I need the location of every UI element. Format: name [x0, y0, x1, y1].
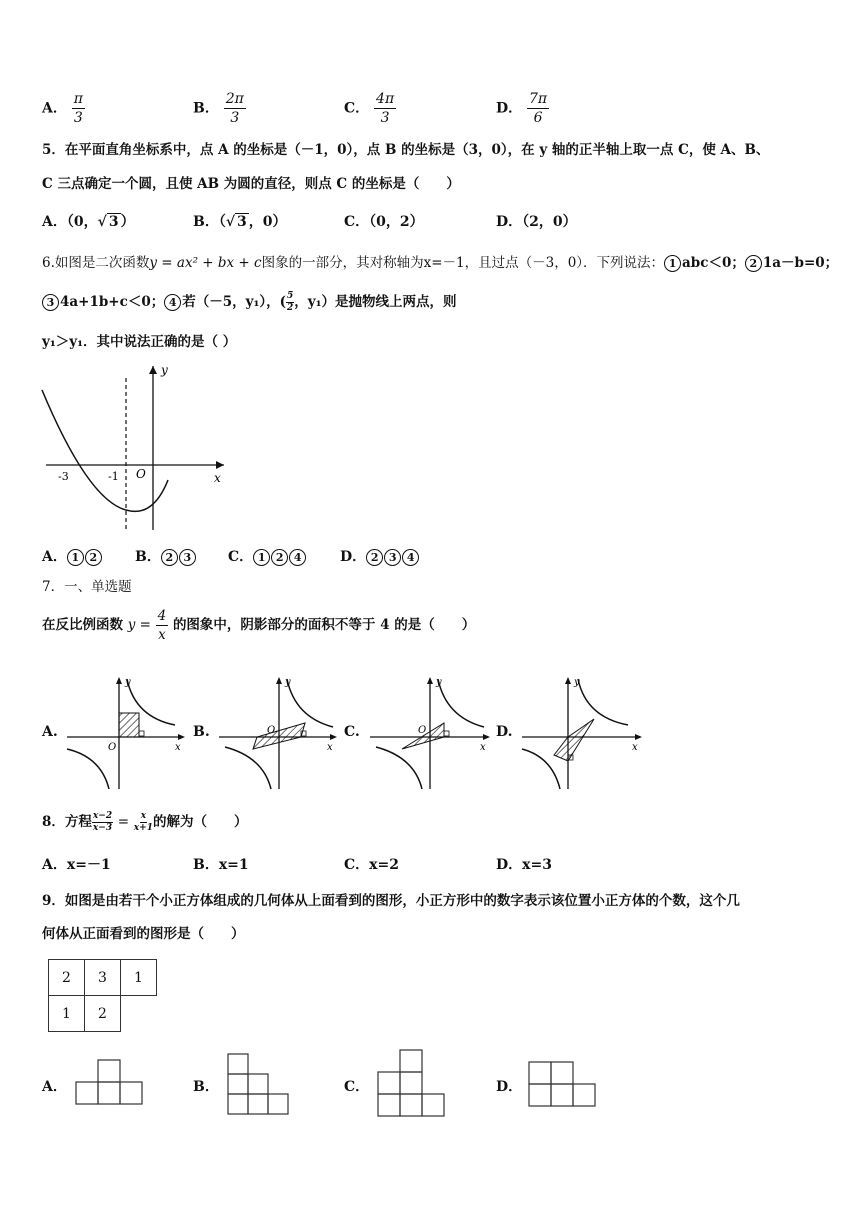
q5-b-post: ，0）: [248, 214, 287, 230]
q4-option-c[interactable]: [344, 90, 396, 127]
q4-d-den: 6: [533, 110, 543, 126]
hyperbola-branch-3: [67, 749, 109, 789]
q7-func-num: 4: [157, 608, 167, 624]
q6-parabola-graph: [38, 360, 238, 535]
q7-header: 7．一、单选题: [42, 579, 132, 595]
y-axis-arrow-icon: [149, 366, 157, 374]
circled-number-icon: 4: [289, 549, 306, 566]
q4-option-d[interactable]: [496, 90, 549, 127]
q8-prefix: 8．方程: [42, 814, 92, 830]
q7-stem: [42, 607, 475, 644]
q7-func-den: x: [158, 627, 166, 643]
grid-cell: 1: [121, 960, 157, 996]
q8-stem: [42, 810, 247, 834]
grid-cell: 3: [85, 960, 121, 996]
q4-option-b-label: B．: [193, 100, 219, 117]
q5-a-pre: A．（0，: [42, 214, 98, 230]
q6-option-d[interactable]: [340, 546, 420, 566]
q6-line2: [42, 290, 457, 314]
q6-line1-b: 图象的一部分，其对称轴为x=－1，且过点（－3，0）．下列说法：: [261, 255, 665, 271]
q9-line2: 何体从正面看到的图形是（ ）: [42, 926, 245, 942]
q8-option-b[interactable]: B．x=1: [193, 857, 249, 873]
q8-lhs-num: x−2: [92, 811, 113, 821]
x-axis-arrow-icon: [178, 734, 185, 740]
axis-x-label: x: [327, 742, 333, 753]
hyperbola-branch-1: [578, 679, 628, 725]
q7-stem-a: 在反比例函数: [42, 617, 123, 633]
x-axis-arrow-icon: [483, 734, 490, 740]
q9-option-b-figure[interactable]: [226, 1052, 292, 1118]
q9-option-d-label[interactable]: D．: [496, 1079, 523, 1095]
q6-function: y = ax² + bx + c: [149, 255, 262, 271]
right-angle-mark: [444, 731, 449, 736]
q7-option-a-graph[interactable]: [63, 673, 193, 791]
y-axis-arrow-icon: [276, 677, 282, 684]
circled-1-icon: 1: [664, 255, 681, 272]
q8-equals: =: [117, 814, 130, 830]
q9-option-a-figure[interactable]: [74, 1058, 146, 1108]
circled-number-icon: 3: [384, 549, 401, 566]
q5-line1: 5．在平面直角坐标系中，点 A 的坐标是（－1，0），点 B 的坐标是（3，0），在 y 轴的正半轴上取一点 C，使 A、B、: [42, 142, 770, 158]
q5-a-post: ）: [120, 214, 135, 230]
q5-option-c[interactable]: C．（0，2）: [344, 214, 424, 230]
parabola-curve: [42, 390, 168, 511]
q8-lhs-den: x−3: [92, 823, 113, 833]
graph-y-label: y: [161, 363, 168, 377]
q7-option-d-graph[interactable]: [518, 673, 648, 791]
q5-b-pre: B．（: [193, 214, 226, 230]
grid-cell: 1: [49, 996, 85, 1032]
q6-line1: [42, 251, 838, 272]
q6-option-a[interactable]: [42, 546, 103, 566]
q7-option-d-label[interactable]: D.: [496, 724, 513, 740]
shaded-rectangle: [119, 713, 139, 737]
graph-x-label: x: [214, 471, 221, 485]
q4-b-den: 3: [230, 110, 240, 126]
x-axis-arrow-icon: [330, 734, 337, 740]
q9-option-c-figure[interactable]: [376, 1048, 448, 1120]
q6-frac-den: 2: [287, 303, 294, 313]
q4-option-b[interactable]: [193, 90, 246, 127]
q6-statement-4a: 若（－5，y₁），(: [182, 294, 287, 310]
grid-cell-empty: [121, 996, 157, 1032]
circled-number-icon: 2: [271, 549, 288, 566]
q6-statement-2: 1a－b=0；: [762, 255, 839, 271]
q4-option-c-label: C．: [344, 100, 370, 117]
q8-option-d[interactable]: D．x=3: [496, 857, 552, 873]
hyperbola-branch-3: [225, 747, 271, 789]
graph-tick-minus3: -3: [58, 470, 69, 483]
axis-origin-label: O: [267, 725, 276, 736]
grid-cell: 2: [85, 996, 121, 1032]
q9-option-d-figure[interactable]: [527, 1060, 599, 1110]
q8-option-c[interactable]: C．x=2: [344, 857, 399, 873]
q5-b-root: 3: [237, 214, 247, 230]
q4-option-a-label: A．: [42, 100, 67, 117]
right-angle-mark: [139, 731, 144, 736]
q5-a-root: 3: [108, 214, 119, 230]
y-axis-arrow-icon: [116, 677, 122, 684]
q5-option-a[interactable]: A．（0，√ 3 ）: [42, 214, 135, 230]
q8-suffix: 的解为（ ）: [152, 814, 248, 830]
q9-top-view-grid: [48, 959, 157, 1032]
grid-cell: 2: [49, 960, 85, 996]
axis-x-label: x: [175, 742, 181, 753]
q8-option-a[interactable]: A．x=－1: [42, 857, 111, 873]
q6-statement-1: abc＜0；: [682, 255, 745, 271]
x-axis-arrow-icon: [216, 461, 224, 469]
axis-y-label: y: [125, 677, 131, 688]
q4-c-num: 4π: [376, 91, 395, 107]
q4-d-num: 7π: [529, 91, 548, 107]
q6-statement-3: 4a+1b+c＜0；: [60, 294, 165, 310]
q4-a-den: 3: [73, 110, 83, 126]
graph-origin-label: O: [136, 467, 146, 481]
axis-x-label: x: [632, 742, 638, 753]
circled-number-icon: 1: [67, 549, 84, 566]
q4-c-den: 3: [380, 110, 390, 126]
x-axis-arrow-icon: [635, 734, 642, 740]
q4-option-a[interactable]: [42, 90, 85, 127]
q4-option-d-label: D．: [496, 100, 523, 117]
q7-option-c-label[interactable]: C.: [344, 724, 360, 740]
q9-option-b-label[interactable]: B．: [193, 1079, 219, 1095]
shaded-triangle-2: [554, 737, 568, 761]
hyperbola-branch-3: [376, 747, 422, 789]
q6-line3: y₁＞y₁．其中说法正确的是（ ）: [42, 334, 237, 350]
q7-stem-b: 的图象中，阴影部分的面积不等于 4 的是（ ）: [172, 617, 476, 633]
hyperbola-branch-1: [438, 679, 484, 727]
q6-b-label: B．: [135, 549, 161, 565]
q6-d-label: D．: [340, 549, 367, 565]
q7-func-y: y =: [127, 617, 151, 633]
q4-b-num: 2π: [225, 91, 244, 107]
q5-option-b[interactable]: B．（√ 3 ，0）: [193, 214, 287, 230]
q5-option-d[interactable]: D．（2，0）: [496, 214, 577, 230]
hyperbola-branch-1: [287, 679, 333, 727]
q6-option-c[interactable]: [228, 546, 307, 566]
q6-c-label: C．: [228, 549, 254, 565]
circled-number-icon: 1: [253, 549, 270, 566]
circled-3-icon: 3: [42, 294, 59, 311]
circled-number-icon: 2: [161, 549, 178, 566]
y-axis-arrow-icon: [427, 677, 433, 684]
circled-2-icon: 2: [745, 255, 762, 272]
y-axis-arrow-icon: [565, 677, 571, 684]
axis-origin-label: O: [418, 725, 427, 736]
q6-option-b[interactable]: [135, 546, 197, 566]
q6-a-label: A．: [42, 549, 67, 565]
graph-tick-minus1: -1: [108, 470, 119, 483]
axis-origin-label: O: [108, 742, 117, 753]
q5-line2: C 三点确定一个圆，且使 AB 为圆的直径，则点 C 的坐标是（ ）: [42, 176, 460, 192]
axis-y-label: y: [436, 677, 442, 688]
q6-frac-num: 5: [287, 291, 294, 301]
axis-y-label: y: [574, 677, 580, 688]
circled-number-icon: 2: [85, 549, 102, 566]
q6-line1-a: 6.如图是二次函数: [42, 255, 150, 271]
q7-option-b-label[interactable]: B.: [193, 724, 210, 740]
q4-a-num: π: [73, 91, 83, 107]
q9-option-a-label[interactable]: A．: [42, 1079, 67, 1095]
q8-rhs-num: x: [140, 811, 147, 821]
q7-option-b-graph[interactable]: [215, 673, 345, 791]
q9-line1: 9．如图是由若干个小正方体组成的几何体从上面看到的图形，小正方形中的数字表示该位置小正方体的个数，这个几: [42, 893, 740, 909]
circled-number-icon: 3: [179, 549, 196, 566]
circled-number-icon: 4: [402, 549, 419, 566]
circled-4-icon: 4: [164, 294, 181, 311]
q6-statement-4b: ，y₁）是抛物线上两点，则: [294, 294, 457, 310]
q9-option-c-label[interactable]: C．: [344, 1079, 370, 1095]
axis-y-label: y: [285, 677, 291, 688]
q8-rhs-den: x+1: [133, 823, 153, 833]
q7-option-a-label[interactable]: A.: [42, 724, 58, 740]
circled-number-icon: 2: [366, 549, 383, 566]
q7-option-c-graph[interactable]: [366, 673, 496, 791]
axis-x-label: x: [480, 742, 486, 753]
